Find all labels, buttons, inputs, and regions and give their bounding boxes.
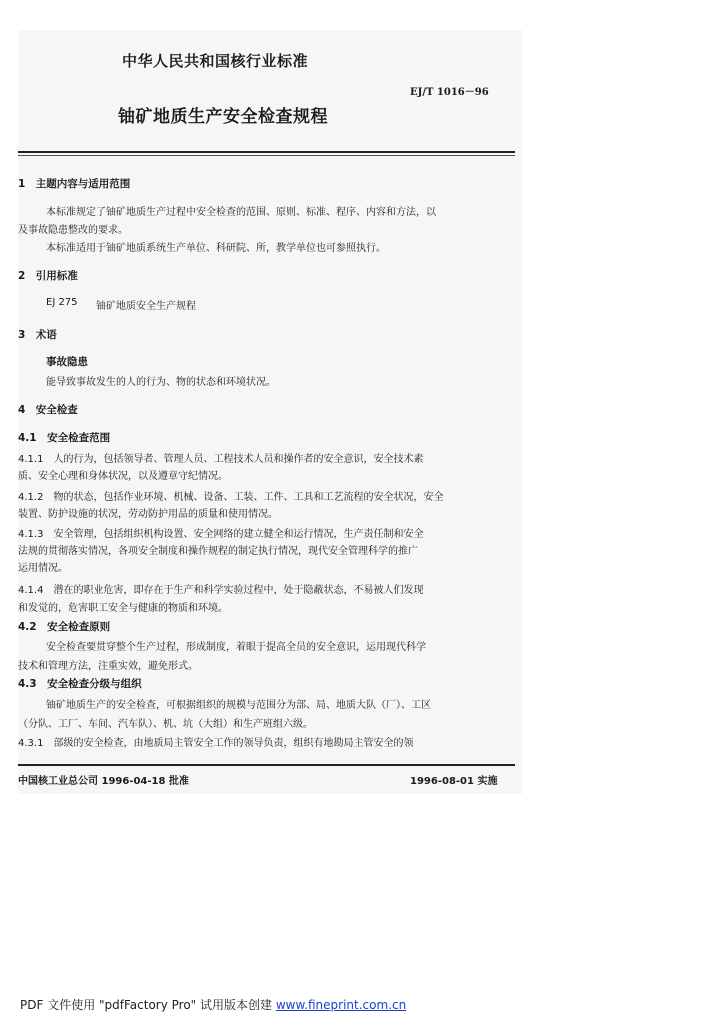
watermark-text: PDF 文件使用 "pdfFactory Pro" 试用版本创建 — [20, 998, 276, 1012]
watermark-link[interactable]: www.fineprint.com.cn — [275, 998, 407, 1012]
section-1-paragraph-1-line-1: 本标准规定了铀矿地质生产过程中安全检查的范围、原则、标准、程序、内容和方法，以 — [46, 207, 436, 218]
approval-date: 中国核工业总公司 1996-04-18 批准 — [18, 776, 189, 787]
header-rule-thin — [18, 155, 515, 156]
clause-4-1-1-line-1: 4.1.1 人的行为，包括领导者、管理人员、工程技术人员和操作者的安全意识，安全技术素 — [18, 454, 424, 465]
clause-4-1-3-line-2: 法规的贯彻落实情况，各项安全制度和操作规程的制定执行情况，现代安全管理科学的推广 — [18, 546, 418, 557]
pdf-watermark — [20, 996, 406, 1013]
clause-4-3-1-line-1: 4.3.1 部级的安全检查，由地质局主管安全工作的领导负责，组织有地勘局主管安全的领 — [18, 738, 414, 749]
clause-4-1-2-line-2: 装置、防护设施的状况，劳动防护用品的质量和使用情况。 — [18, 509, 278, 520]
clause-4-2-line-2: 技术和管理方法，注重实效，避免形式。 — [18, 661, 198, 672]
term-definition: 能导致事故发生的人的行为、物的状态和环境状况。 — [46, 377, 276, 388]
document-title: 铀矿地质生产安全检查规程 — [118, 107, 328, 127]
clause-4-1-3-line-3: 运用情况。 — [18, 563, 68, 574]
section-1-paragraph-2: 本标准适用于铀矿地质系统生产单位、科研院、所，教学单位也可参照执行。 — [46, 243, 386, 254]
clause-4-1-4-line-2: 和发觉的，危害职工安全与健康的物质和环境。 — [18, 603, 228, 614]
footer-rule — [18, 764, 515, 766]
reference-title: 铀矿地质安全生产规程 — [96, 301, 196, 312]
term-name: 事故隐患 — [46, 356, 88, 368]
clause-4-3-line-1: 铀矿地质生产的安全检查，可根据组织的规模与范围分为部、局、地质大队（厂）、工区 — [46, 700, 431, 711]
reference-code: EJ 275 — [46, 297, 78, 308]
clause-4-1-2-line-1: 4.1.2 物的状态，包括作业环境、机械、设备、工装、工件、工具和工艺流程的安全状况，安全 — [18, 492, 444, 503]
header-rule-thick — [18, 151, 515, 153]
clause-4-3-line-2: （分队、工厂、车间、汽车队）、机、坑（大组）和生产班组六级。 — [18, 719, 313, 730]
clause-4-1-1-line-2: 质、安全心理和身体状况，以及遵章守纪情况。 — [18, 471, 228, 482]
clause-4-1-3-line-1: 4.1.3 安全管理，包括组织机构设置、安全网络的建立健全和运行情况，生产责任制和安全 — [18, 529, 424, 540]
clause-4-1-4-line-1: 4.1.4 潜在的职业危害，即存在于生产和科学实验过程中，处于隐蔽状态，不易被人们发现 — [18, 585, 424, 596]
section-3-heading: 3 术语 — [18, 329, 57, 341]
section-4-2-heading: 4.2 安全检查原则 — [18, 621, 111, 633]
section-1-heading: 1 主题内容与适用范围 — [18, 178, 131, 190]
effective-date: 1996-08-01 实施 — [410, 776, 498, 787]
section-2-heading: 2 引用标准 — [18, 270, 78, 282]
section-1-paragraph-1-line-2: 及事故隐患整改的要求。 — [18, 225, 128, 236]
section-4-1-heading: 4.1 安全检查范围 — [18, 432, 111, 444]
section-4-3-heading: 4.3 安全检查分级与组织 — [18, 678, 142, 690]
clause-4-2-line-1: 安全检查要贯穿整个生产过程，形成制度，着眼于提高全员的安全意识，运用现代科学 — [46, 642, 426, 653]
section-4-heading: 4 安全检查 — [18, 404, 78, 416]
issuing-organization: 中华人民共和国核行业标准 — [122, 52, 309, 70]
standard-code: EJ/T 1016－96 — [410, 87, 489, 98]
